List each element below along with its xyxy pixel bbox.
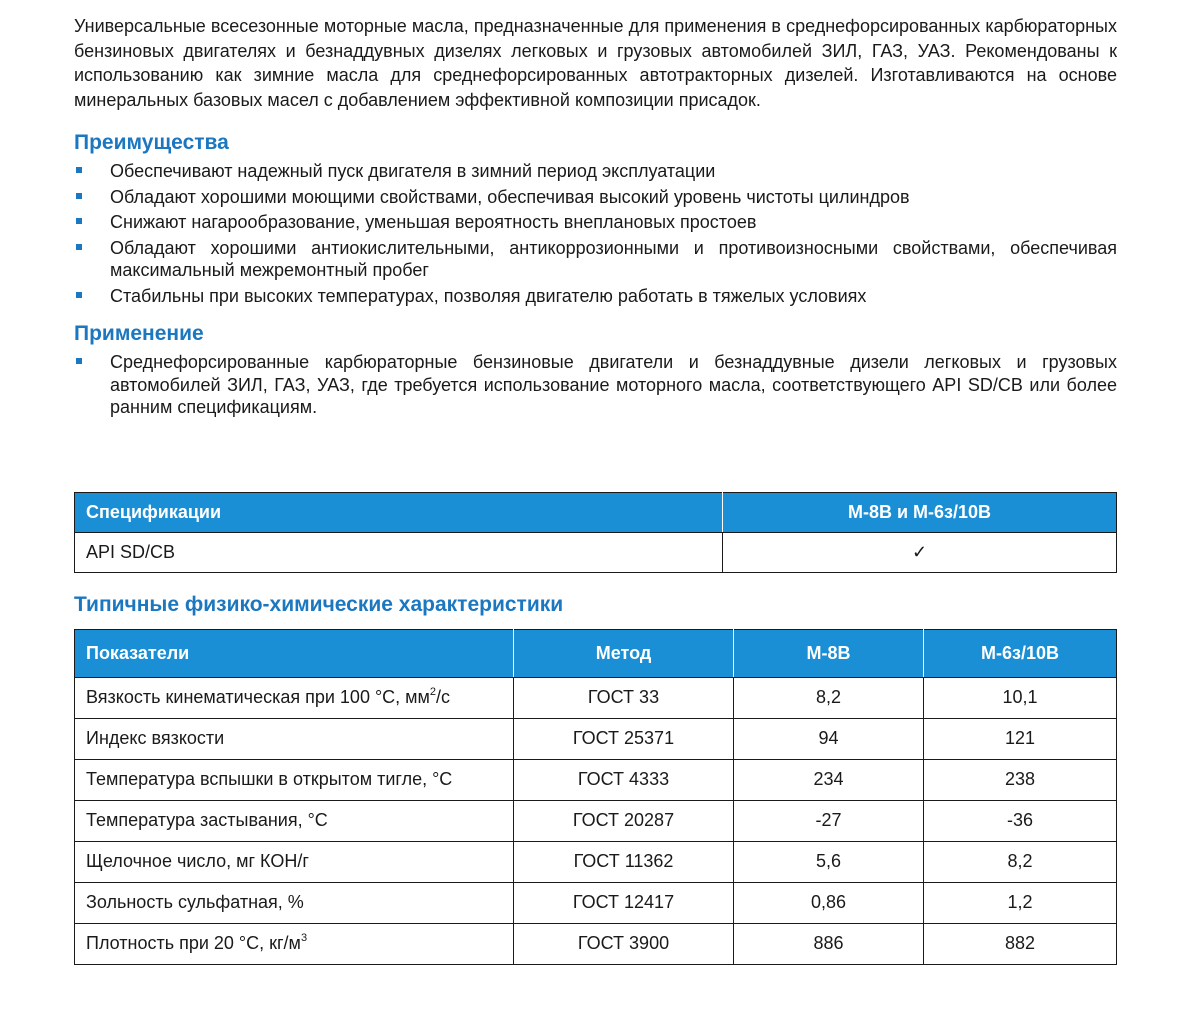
- table-cell: Вязкость кинематическая при 100 °С, $мм^2/с$: [75, 677, 514, 718]
- bullet-square-icon: [76, 193, 82, 199]
- table-cell: 94: [734, 718, 924, 759]
- table-row: [75, 800, 1117, 841]
- list-item: Среднефорсированные карбюраторные бензиновые двигатели и безнаддувные дизели легковых и грузовых автомобилей ЗИЛ, ГАЗ, УАЗ, где требуется использование моторного масла, соответствующего API SD/CB или более ранним спецификациям.: [74, 351, 1117, 419]
- table-cell: ГОСТ 20287: [514, 800, 734, 841]
- table-cell: 121: [924, 718, 1117, 759]
- list-item: Обладают хорошими антиокислительными, антикоррозионными и противоизносными свойствами, обеспечивая максимальный межремонтный пробег: [74, 237, 1117, 282]
- table-cell: ГОСТ 33: [514, 677, 734, 718]
- application-list: [74, 351, 1117, 419]
- table-row: [75, 923, 1117, 964]
- table-cell: 234: [734, 759, 924, 800]
- list-item: Стабильны при высоких температурах, позволяя двигателю работать в тяжелых условиях: [74, 285, 1117, 308]
- intro-paragraph: Универсальные всесезонные моторные масла, предназначенные для применения в среднефорсированных карбюраторных бензиновых двигателях и безнаддувных дизелях легковых и грузовых автомобилей ЗИЛ, ГАЗ, УАЗ. Рекомендованы к использованию как зимние масла для среднефорсированных автотракторных дизелей. Изготавливаются на основе минеральных базовых масел с добавлением эффективной композиции присадок.: [74, 16, 1117, 110]
- column-header: М-6з/10В: [924, 629, 1117, 677]
- column-header: М-8В: [734, 629, 924, 677]
- bullet-square-icon: [76, 292, 82, 298]
- table-cell: ГОСТ 11362: [514, 841, 734, 882]
- table-cell: 5,6: [734, 841, 924, 882]
- table-cell: Щелочное число, мг КОН/г: [75, 841, 514, 882]
- table-cell: 8,2: [924, 841, 1117, 882]
- table-cell: ГОСТ 3900: [514, 923, 734, 964]
- table-header-row: [75, 492, 1117, 532]
- table-cell: ГОСТ 25371: [514, 718, 734, 759]
- table-cell: 238: [924, 759, 1117, 800]
- application-heading: Применение: [74, 322, 204, 345]
- table-row: [75, 759, 1117, 800]
- bullet-square-icon: [76, 167, 82, 173]
- table-cell: ГОСТ 12417: [514, 882, 734, 923]
- table-cell: -36: [924, 800, 1117, 841]
- table-row: [75, 841, 1117, 882]
- table-cell: Температура вспышки в открытом тигле, °С: [75, 759, 514, 800]
- table-cell: Плотность при 20 °С, $кг/м^3$: [75, 923, 514, 964]
- table-cell: 8,2: [734, 677, 924, 718]
- bullet-square-icon: [76, 244, 82, 250]
- table-cell: 882: [924, 923, 1117, 964]
- table-cell: 0,86: [734, 882, 924, 923]
- table-cell: ГОСТ 4333: [514, 759, 734, 800]
- list-item: Снижают нагарообразование, уменьшая вероятность внеплановых простоев: [74, 211, 1117, 234]
- table-cell: -27: [734, 800, 924, 841]
- column-header: М-8В и М-6з/10В: [723, 492, 1117, 532]
- properties-table: [74, 629, 1117, 965]
- table-row: [75, 677, 1117, 718]
- advantages-list: [74, 160, 1117, 307]
- table-header-row: [75, 629, 1117, 677]
- table-cell: 10,1: [924, 677, 1117, 718]
- column-header: Метод: [514, 629, 734, 677]
- list-item: Обеспечивают надежный пуск двигателя в зимний период эксплуатации: [74, 160, 1117, 183]
- table-row: [75, 718, 1117, 759]
- document-page: [74, 14, 1117, 965]
- bullet-square-icon: [76, 218, 82, 224]
- advantages-heading: Преимущества: [74, 131, 229, 154]
- list-item: Обладают хорошими моющими свойствами, обеспечивая высокий уровень чистоты цилиндров: [74, 186, 1117, 209]
- table-cell: 886: [734, 923, 924, 964]
- check-mark-icon: ✓: [723, 532, 1117, 572]
- table-row: [75, 882, 1117, 923]
- table-cell: API SD/CB: [75, 532, 723, 572]
- table-cell: Температура застывания, °С: [75, 800, 514, 841]
- properties-heading: Типичные физико-химические характеристики: [74, 592, 564, 616]
- table-cell: 1,2: [924, 882, 1117, 923]
- column-header: Показатели: [75, 629, 514, 677]
- bullet-square-icon: [76, 358, 82, 364]
- table-row: [75, 532, 1117, 572]
- column-header: Спецификации: [75, 492, 723, 532]
- specifications-table: [74, 492, 1117, 573]
- table-cell: Индекс вязкости: [75, 718, 514, 759]
- table-cell: Зольность сульфатная, %: [75, 882, 514, 923]
